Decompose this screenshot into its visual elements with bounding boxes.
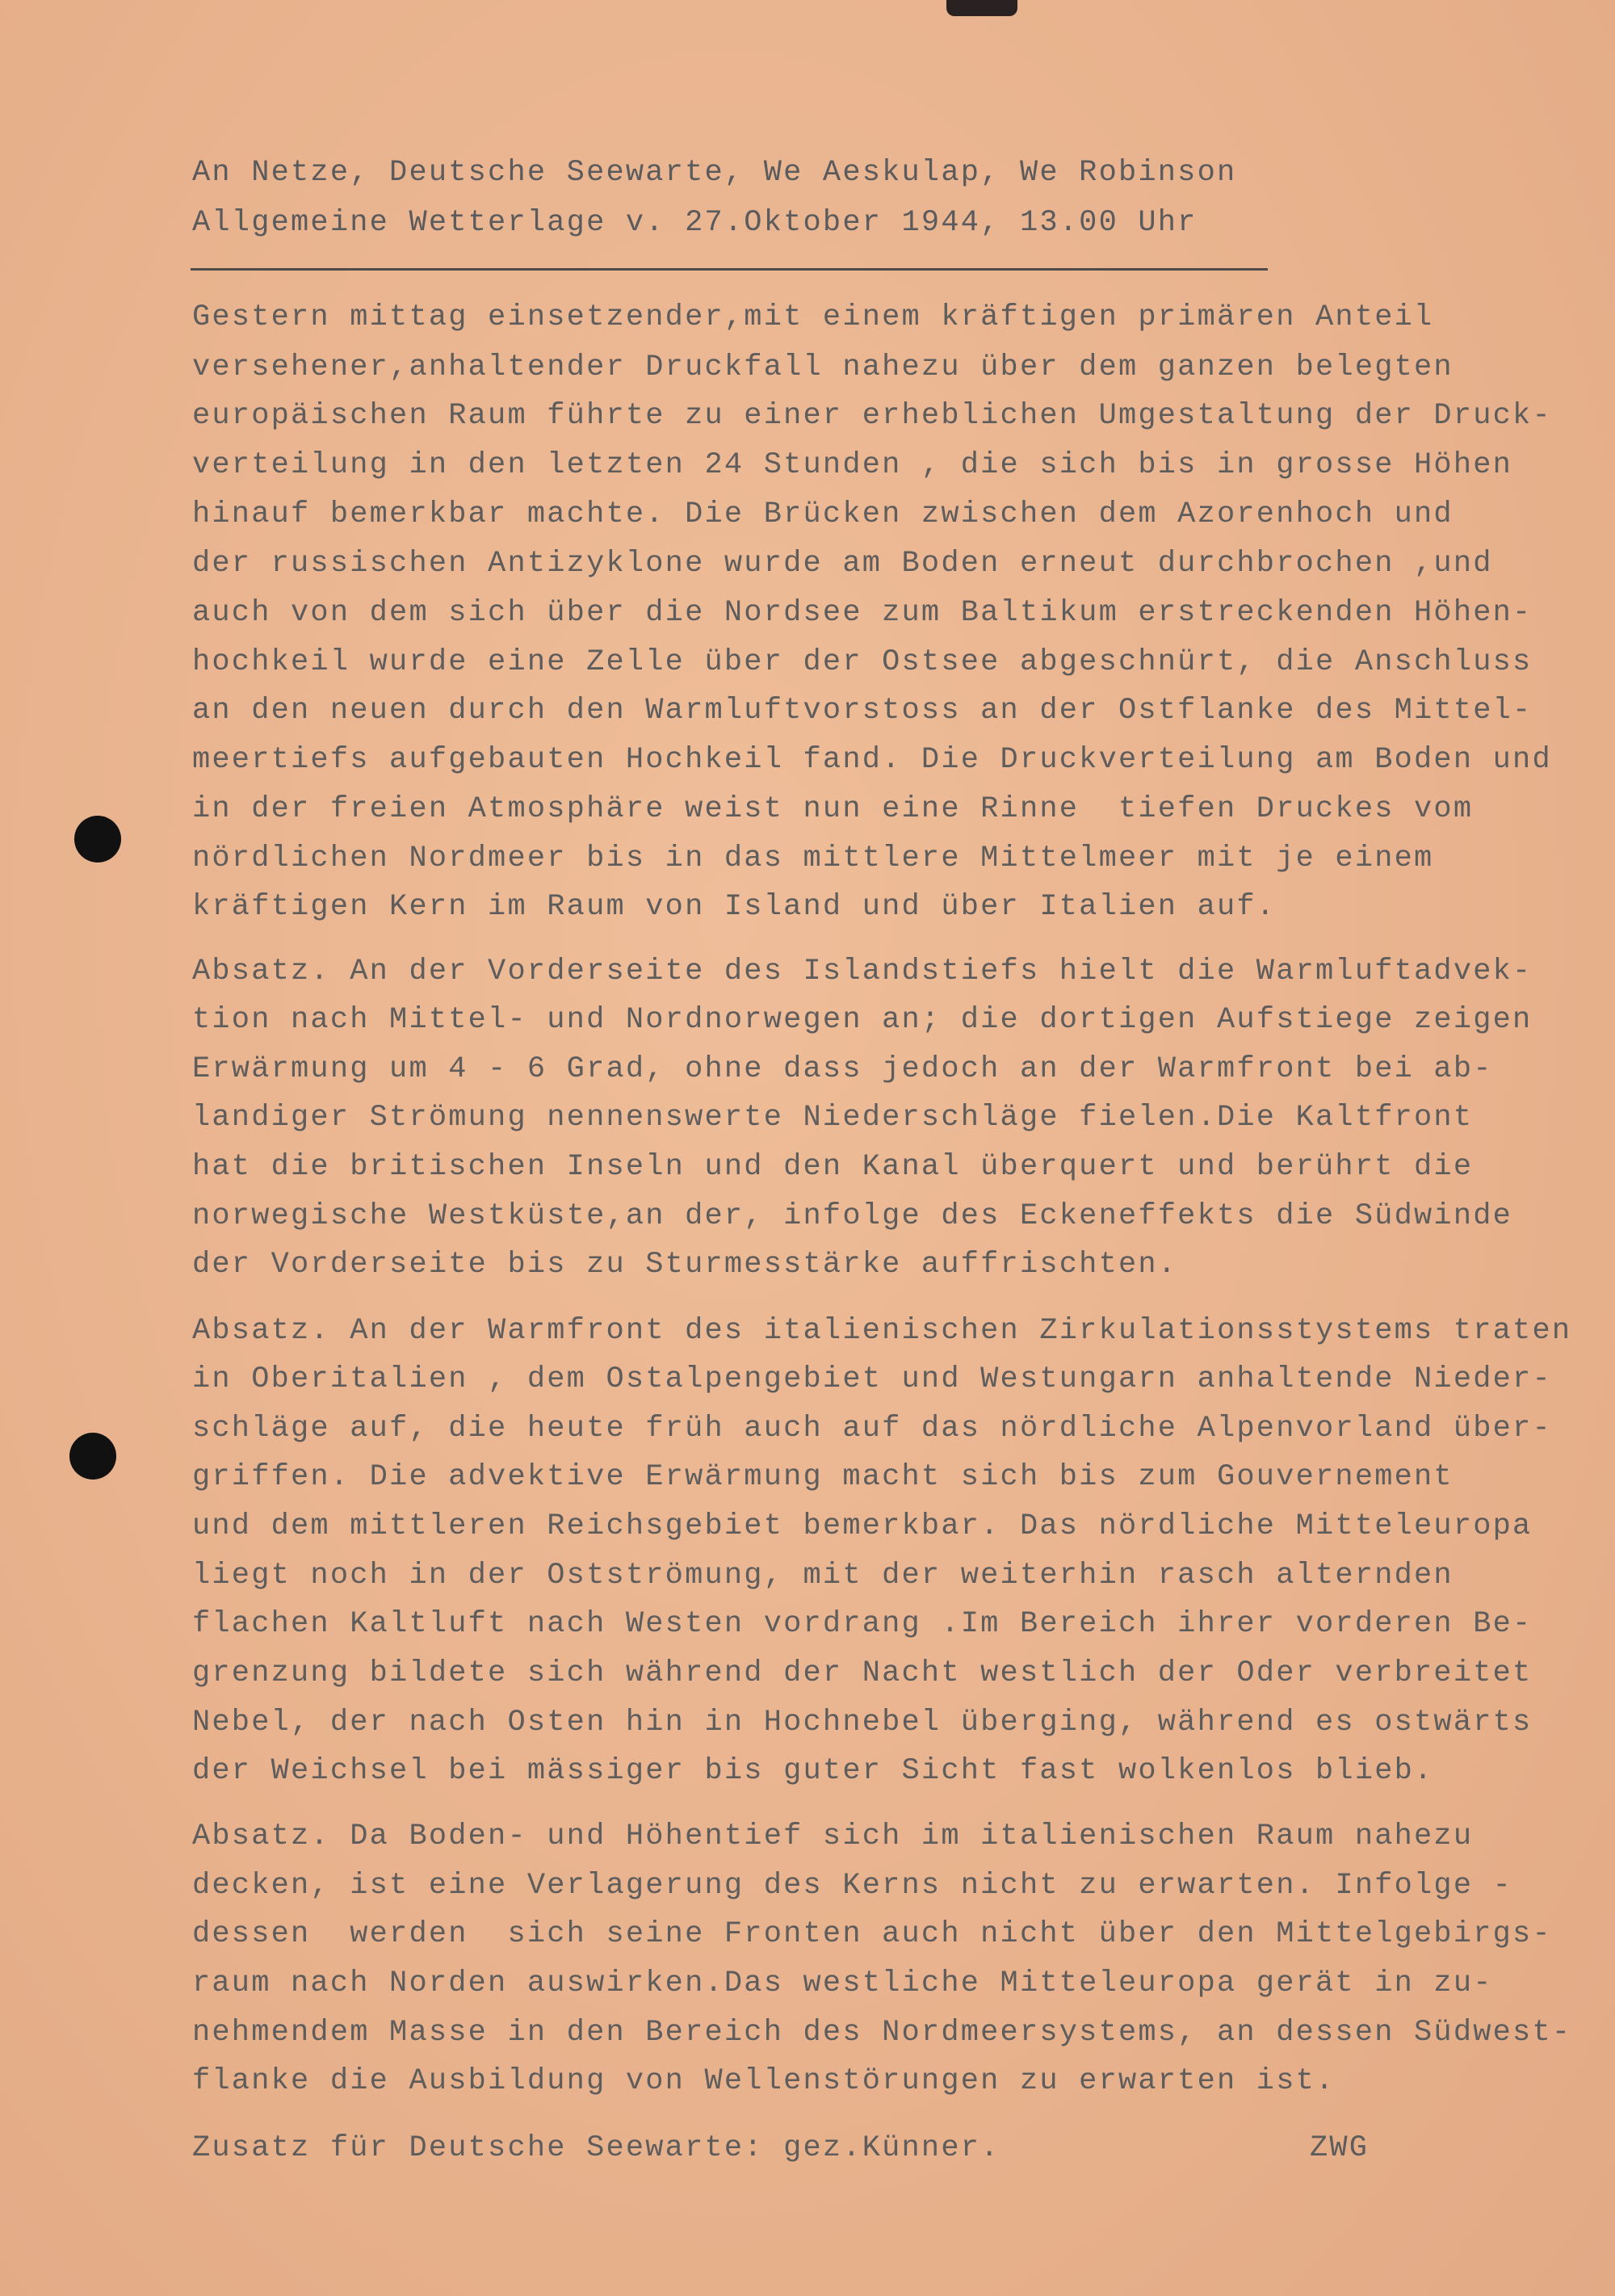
body-line: norwegische Westküste,an der, infolge des Eckeneffekts die Südwinde	[192, 1199, 1513, 1233]
body-line: flachen Kaltluft nach Westen vordrang .Im Bereich ihrer vorderen Be-	[192, 1607, 1533, 1641]
body-line: liegt noch in der Ostströmung, mit der weiterhin rasch alternden	[192, 1559, 1454, 1593]
body-line: meertiefs aufgebauten Hochkeil fand. Die Druckverteilung am Boden und	[192, 743, 1552, 777]
recipients-line: An Netze, Deutsche Seewarte, We Aeskulap, We Robinson	[192, 156, 1237, 190]
body-line: schläge auf, die heute früh auch auf das nördliche Alpenvorland über-	[192, 1412, 1552, 1446]
punch-hole-lower	[69, 1433, 116, 1480]
body-line: griffen. Die advektive Erwärmung macht sich bis zum Gouvernement	[192, 1460, 1454, 1494]
body-line: der Weichsel bei mässiger bis guter Sicht fast wolkenlos blieb.	[192, 1754, 1434, 1788]
body-line: an den neuen durch den Warmluftvorstoss an der Ostflanke des Mittel-	[192, 694, 1533, 728]
body-line: dessen werden sich seine Fronten auch nicht über den Mittelgebirgs-	[192, 1917, 1552, 1951]
body-line: Erwärmung um 4 - 6 Grad, ohne dass jedoch an der Warmfront bei ab-	[192, 1052, 1493, 1086]
body-line: grenzung bildete sich während der Nacht westlich der Oder verbreitet	[192, 1656, 1533, 1690]
body-line: decken, ist eine Verlagerung des Kerns nicht zu erwarten. Infolge -	[192, 1869, 1513, 1903]
body-line: verteilung in den letzten 24 Stunden , die sich bis in grosse Höhen	[192, 448, 1513, 482]
body-line: auch von dem sich über die Nordsee zum Baltikum erstreckenden Höhen-	[192, 596, 1533, 630]
body-line: nördlichen Nordmeer bis in das mittlere Mittelmeer mit je einem	[192, 842, 1434, 875]
body-line: in der freien Atmosphäre weist nun eine Rinne tiefen Druckes vom	[192, 792, 1474, 826]
body-line: nehmendem Masse in den Bereich des Nordmeersystems, an dessen Südwest-	[192, 2016, 1572, 2050]
body-line: flanke die Ausbildung von Wellenstörungen zu erwarten ist.	[192, 2064, 1336, 2098]
footer-note: Zusatz für Deutsche Seewarte: gez.Künner.	[192, 2131, 1000, 2165]
body-line: landiger Strömung nennenswerte Niederschläge fielen.Die Kaltfront	[192, 1101, 1474, 1135]
footer-code: ZWG	[1310, 2131, 1370, 2165]
torn-paper-edge	[946, 0, 1017, 16]
body-line: der Vorderseite bis zu Sturmesstärke auffrischten.	[192, 1248, 1178, 1282]
body-line: hochkeil wurde eine Zelle über der Ostsee abgeschnürt, die Anschluss	[192, 645, 1533, 679]
body-line: in Oberitalien , dem Ostalpengebiet und Westungarn anhaltende Nieder-	[192, 1362, 1552, 1396]
body-line: Absatz. Da Boden- und Höhentief sich im italienischen Raum nahezu	[192, 1820, 1474, 1853]
body-line: hinauf bemerkbar machte. Die Brücken zwischen dem Azorenhoch und	[192, 497, 1454, 531]
body-line: raum nach Norden auswirken.Das westliche Mitteleuropa gerät in zu-	[192, 1967, 1493, 2000]
body-line: der russischen Antizyklone wurde am Boden erneut durchbrochen ,und	[192, 547, 1493, 581]
body-line: kräftigen Kern im Raum von Island und über Italien auf.	[192, 890, 1277, 924]
body-line: und dem mittleren Reichsgebiet bemerkbar. Das nördliche Mitteleuropa	[192, 1509, 1533, 1543]
body-line: versehener,anhaltender Druckfall nahezu über dem ganzen belegten	[192, 350, 1454, 384]
body-line: Nebel, der nach Osten hin in Hochnebel überging, während es ostwärts	[192, 1706, 1533, 1740]
body-line: Gestern mittag einsetzender,mit einem kräftigen primären Anteil	[192, 300, 1434, 334]
body-line: Absatz. An der Warmfront des italienischen Zirkulationsstystems traten	[192, 1314, 1572, 1348]
body-line: Absatz. An der Vorderseite des Islandstiefs hielt die Warmluftadvek-	[192, 955, 1533, 988]
body-line: hat die britischen Inseln und den Kanal überquert und berührt die	[192, 1150, 1474, 1184]
body-line: europäischen Raum führte zu einer erheblichen Umgestaltung der Druck-	[192, 399, 1552, 433]
subject-line: Allgemeine Wetterlage v. 27.Oktober 1944, 13.00 Uhr	[192, 206, 1198, 240]
header-divider	[191, 268, 1268, 271]
body-line: tion nach Mittel- und Nordnorwegen an; die dortigen Aufstiege zeigen	[192, 1003, 1533, 1037]
punch-hole-upper	[74, 816, 121, 863]
